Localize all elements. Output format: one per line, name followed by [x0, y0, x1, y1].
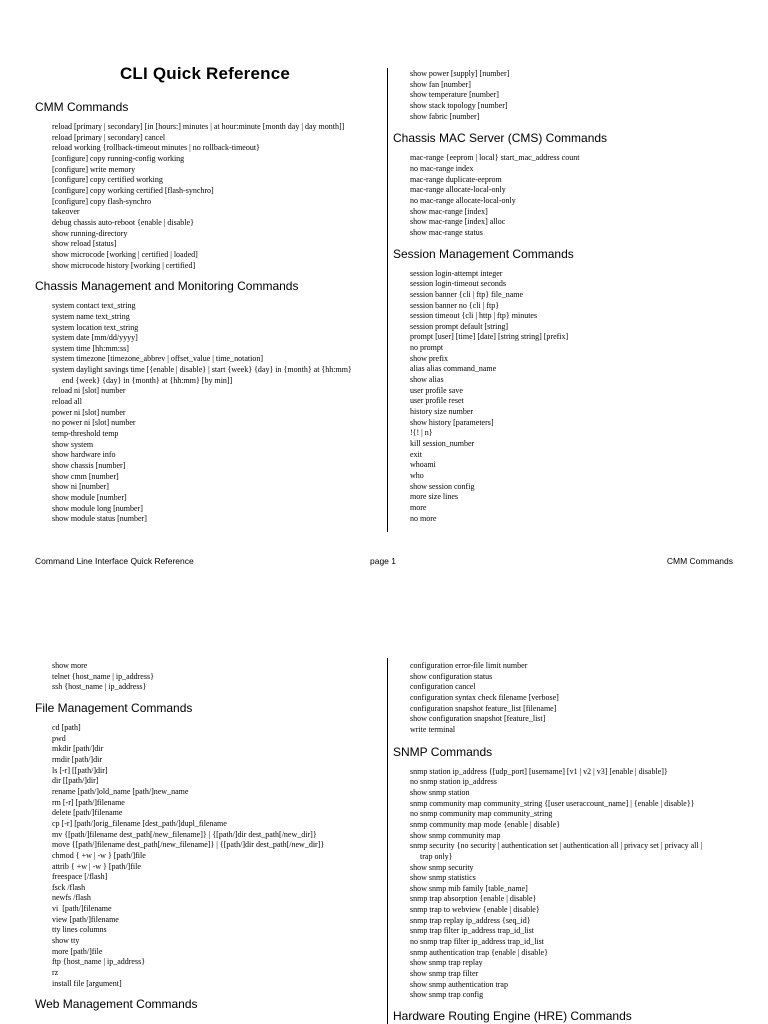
command-line: system timezone [timezone_abbrev | offset_value | time_notation]	[52, 354, 263, 364]
command-line: rm [-r] [path/]filename	[52, 797, 125, 807]
command-list	[35, 301, 380, 525]
command-line: show snmp security	[410, 862, 474, 872]
command-line: show running-directory	[52, 228, 128, 238]
section-heading: Web Management Commands	[35, 997, 198, 1012]
command-line: no snmp station ip_address	[410, 777, 497, 787]
command-line: show snmp station	[410, 787, 470, 797]
command-line: whoami	[410, 460, 436, 470]
command-line: system time [hh:mm:ss]	[52, 343, 129, 353]
command-line: ssh {host_name | ip_address}	[52, 682, 147, 692]
command-line: show tty	[52, 936, 80, 946]
command-line: mac-range {eeprom | local} start_mac_address count	[410, 153, 580, 163]
command-line: show module long [number]	[52, 503, 143, 513]
command-line: snmp trap absorption {enable | disable}	[410, 894, 537, 904]
command-line: ftp {host_name | ip_address}	[52, 957, 146, 967]
command-line: rz	[52, 968, 59, 978]
command-line: mv {[path/]filename dest_path[/new_filename]} | {[path/]dir dest_path[/new_dir]}	[52, 829, 317, 839]
command-line: prompt [user] [time] [date] [string string] [prefix]	[410, 332, 569, 342]
command-line: no snmp trap filter ip_address trap_id_list	[410, 937, 544, 947]
column-divider	[387, 68, 388, 532]
command-line: show module [number]	[52, 493, 127, 502]
command-line: show fan [number]	[410, 79, 471, 89]
command-line: reload all	[52, 397, 82, 407]
footer-right: CMM Commands	[666, 556, 733, 566]
command-line: no mac-range index	[410, 163, 474, 173]
command-line: show ni [number]	[52, 482, 109, 492]
command-line: takeover	[52, 207, 80, 217]
command-list	[393, 767, 763, 1001]
command-line: snmp community map community_string {[user useraccount_name] | {enable | disable}}	[410, 798, 695, 808]
command-line: end {week} {day} in {month} at {hh:mm} [by min]]	[52, 375, 233, 385]
section-heading: Session Management Commands	[393, 246, 574, 261]
section-heading: Hardware Routing Engine (HRE) Commands	[393, 1009, 632, 1024]
command-list	[393, 269, 763, 525]
left-column	[35, 661, 380, 1019]
command-line: snmp security {no security | authentication set | authentication all | privacy set | privacy all |	[410, 841, 703, 851]
command-line: more [path/]file	[52, 946, 103, 956]
command-line: who	[410, 471, 424, 480]
section-heading: CMM Commands	[35, 100, 129, 114]
right-column	[393, 661, 763, 1024]
command-line: system date [mm/dd/yyyy]	[52, 333, 138, 343]
command-line: no prompt	[410, 343, 444, 353]
command-line: system name text_string	[52, 311, 130, 321]
command-list	[35, 723, 380, 989]
command-line: configuration error-file limit number	[410, 661, 528, 670]
command-line: pwd	[52, 733, 66, 743]
command-section	[393, 1009, 763, 1023]
command-line: snmp trap filter ip_address trap_id_list	[410, 926, 534, 936]
command-line: exit	[410, 449, 422, 459]
command-line: mac-range duplicate-eeprom	[410, 174, 502, 184]
command-line: show prefix	[410, 353, 448, 363]
command-line: user profile save	[410, 385, 463, 395]
command-list	[393, 661, 763, 736]
command-line: alias alias command_name	[410, 364, 497, 374]
right-column	[393, 69, 763, 532]
command-line: no mac-range allocate-local-only	[410, 195, 516, 205]
command-line: reload [primary | secondary] cancel	[52, 132, 166, 142]
command-line: freespace [/flash]	[52, 872, 108, 882]
command-line: vi [path/]filename	[52, 904, 112, 914]
command-line: show stack topology [number]	[410, 100, 508, 110]
command-line: newfs /flash	[52, 893, 91, 903]
command-line: show fabric [number]	[410, 111, 480, 121]
command-line: dir [[path/]dir]	[52, 776, 99, 786]
command-line: snmp authentication trap {enable | disable}	[410, 947, 548, 957]
command-line: temp-threshold temp	[52, 429, 119, 439]
command-line: show snmp mib family [table_name]	[410, 883, 528, 893]
command-line: write terminal	[410, 724, 456, 734]
command-line: session banner {cli | ftp} file_name	[410, 289, 524, 299]
command-line: cd [path]	[52, 722, 81, 732]
command-line: rename [path/]old_name [path/]new_name	[52, 786, 189, 796]
command-line: more size lines	[410, 492, 458, 502]
section-heading: SNMP Commands	[393, 744, 493, 759]
command-line: show snmp trap replay	[410, 958, 483, 968]
command-line: [configure] copy working certified [flash-synchro]	[52, 185, 214, 195]
command-line: system contact text_string	[52, 301, 136, 311]
page-title: CLI Quick Reference	[119, 64, 291, 83]
command-line: show snmp trap filter	[410, 969, 479, 979]
command-line: show hardware info	[52, 450, 116, 460]
command-line: [configure] copy certified working	[52, 175, 163, 185]
command-line: power ni [slot] number	[52, 407, 126, 417]
footer-left: Command Line Interface Quick Reference	[35, 556, 194, 566]
page-2	[0, 585, 768, 1024]
command-line: mac-range allocate-local-only	[410, 185, 506, 195]
command-line: move {[path/]filename dest_path[/new_filename]} | {[path/]dir dest_path[/new_dir]}	[52, 840, 325, 850]
command-line: show snmp trap config	[410, 990, 484, 1000]
command-line: reload [primary | secondary] [in [hours:] minutes | at hour:minute [month day | day month]]	[52, 122, 345, 131]
left-column	[35, 100, 380, 533]
command-line: tty lines columns	[52, 925, 107, 935]
command-section	[35, 701, 380, 989]
command-line: session login-timeout seconds	[410, 279, 506, 289]
command-line: show configuration snapshot [feature_list]	[410, 714, 546, 724]
command-list	[393, 69, 763, 122]
command-line: view [path/]filename	[52, 914, 119, 924]
command-line: mkdir [path/]dir	[52, 744, 104, 754]
command-line: show snmp community map	[410, 830, 501, 840]
command-line: show more	[52, 661, 88, 670]
command-line: session banner no {cli | ftp}	[410, 300, 500, 310]
command-line: snmp community map mode {enable | disable}	[410, 819, 561, 829]
command-line: telnet {host_name | ip_address}	[52, 671, 154, 681]
command-line: reload working {rollback-timeout minutes | no rollback-timeout}	[52, 143, 260, 153]
command-line: show microcode history [working | certified]	[52, 260, 196, 270]
command-section	[35, 997, 380, 1011]
command-list	[393, 153, 763, 238]
command-line: session login-attempt integer	[410, 268, 503, 278]
column-divider	[387, 658, 388, 1024]
command-line: system daylight savings time [{enable | disable} | start {week} {day} in {month} at {hh:mm}	[52, 365, 352, 375]
command-line: reload ni [slot] number	[52, 386, 126, 396]
command-section	[393, 247, 763, 525]
command-line: [configure] write memory	[52, 164, 136, 174]
command-section	[393, 745, 763, 1001]
command-line: rmdir [path/]dir	[52, 754, 102, 764]
command-line: show chassis [number]	[52, 461, 126, 471]
command-list	[35, 661, 380, 693]
command-line: install file [argument]	[52, 978, 122, 988]
command-line: trap only}	[410, 851, 453, 861]
command-line: show microcode [working | certified | loaded]	[52, 249, 198, 259]
command-line: show cmm [number]	[52, 471, 119, 481]
section-heading: Chassis MAC Server (CMS) Commands	[393, 131, 608, 146]
command-section	[35, 279, 380, 525]
command-line: delete [path/]filename	[52, 808, 123, 818]
command-line: show configuration status	[410, 671, 493, 681]
command-line: cp [-r] [path/]orig_filename [dest_path/]dupl_filename	[52, 818, 227, 828]
command-line: fsck /flash	[52, 882, 86, 892]
command-line: snmp station ip_address {[udp_port] [username] [v1 | v2 | v3] [enable | disable]}	[410, 766, 668, 776]
command-line: show module status [number]	[52, 514, 147, 524]
command-line: show mac-range status	[410, 227, 483, 237]
command-line: !{! | n}	[410, 428, 433, 438]
command-line: attrib { +w | -w } [path/]file	[52, 861, 141, 871]
command-line: session prompt default [string]	[410, 321, 508, 331]
command-section	[35, 100, 380, 271]
command-line: ls [-r] [[path/]dir]	[52, 765, 108, 775]
command-line: show temperature [number]	[410, 90, 499, 100]
command-line: [configure] copy running-config working	[52, 153, 185, 163]
command-line: show alias	[410, 375, 444, 385]
section-heading: Chassis Management and Monitoring Commands	[35, 279, 299, 294]
command-section	[393, 131, 763, 238]
command-line: chmod { +w | -w } [path/]file	[52, 850, 146, 860]
command-line: no snmp community map community_string	[410, 809, 553, 819]
section-heading: File Management Commands	[35, 700, 193, 715]
command-line: no more	[410, 513, 437, 523]
command-line: no power ni [slot] number	[52, 418, 136, 428]
command-line: [configure] copy flash-synchro	[52, 196, 152, 206]
command-line: snmp trap replay ip_address {seq_id}	[410, 915, 531, 925]
command-line: show history [parameters]	[410, 417, 494, 427]
command-line: configuration cancel	[410, 682, 476, 692]
command-line: kill session_number	[410, 439, 475, 449]
command-line: configuration syntax check filename [verbose]	[410, 692, 559, 702]
command-line: user profile reset	[410, 396, 464, 406]
command-line: configuration snapshot feature_list [filename]	[410, 703, 557, 713]
command-line: session timeout {cli | http | ftp} minutes	[410, 311, 538, 321]
command-line: show mac-range [index] alloc	[410, 217, 506, 227]
command-line: show session config	[410, 481, 475, 491]
command-line: more	[410, 502, 427, 512]
footer-page-number: page 1	[370, 556, 396, 566]
command-line: show reload [status]	[52, 239, 117, 249]
command-line: show power [supply] [number]	[410, 69, 510, 78]
command-line: show mac-range [index]	[410, 206, 488, 216]
command-line: system location text_string	[52, 322, 139, 332]
command-list	[35, 122, 380, 271]
command-line: show snmp authentication trap	[410, 979, 508, 989]
command-line: show system	[52, 439, 94, 449]
command-line: history size number	[410, 407, 474, 417]
command-line: show snmp statistics	[410, 873, 476, 883]
command-line: debug chassis auto-reboot {enable | disable}	[52, 217, 194, 227]
command-line: snmp trap to webview {enable | disable}	[410, 905, 540, 915]
